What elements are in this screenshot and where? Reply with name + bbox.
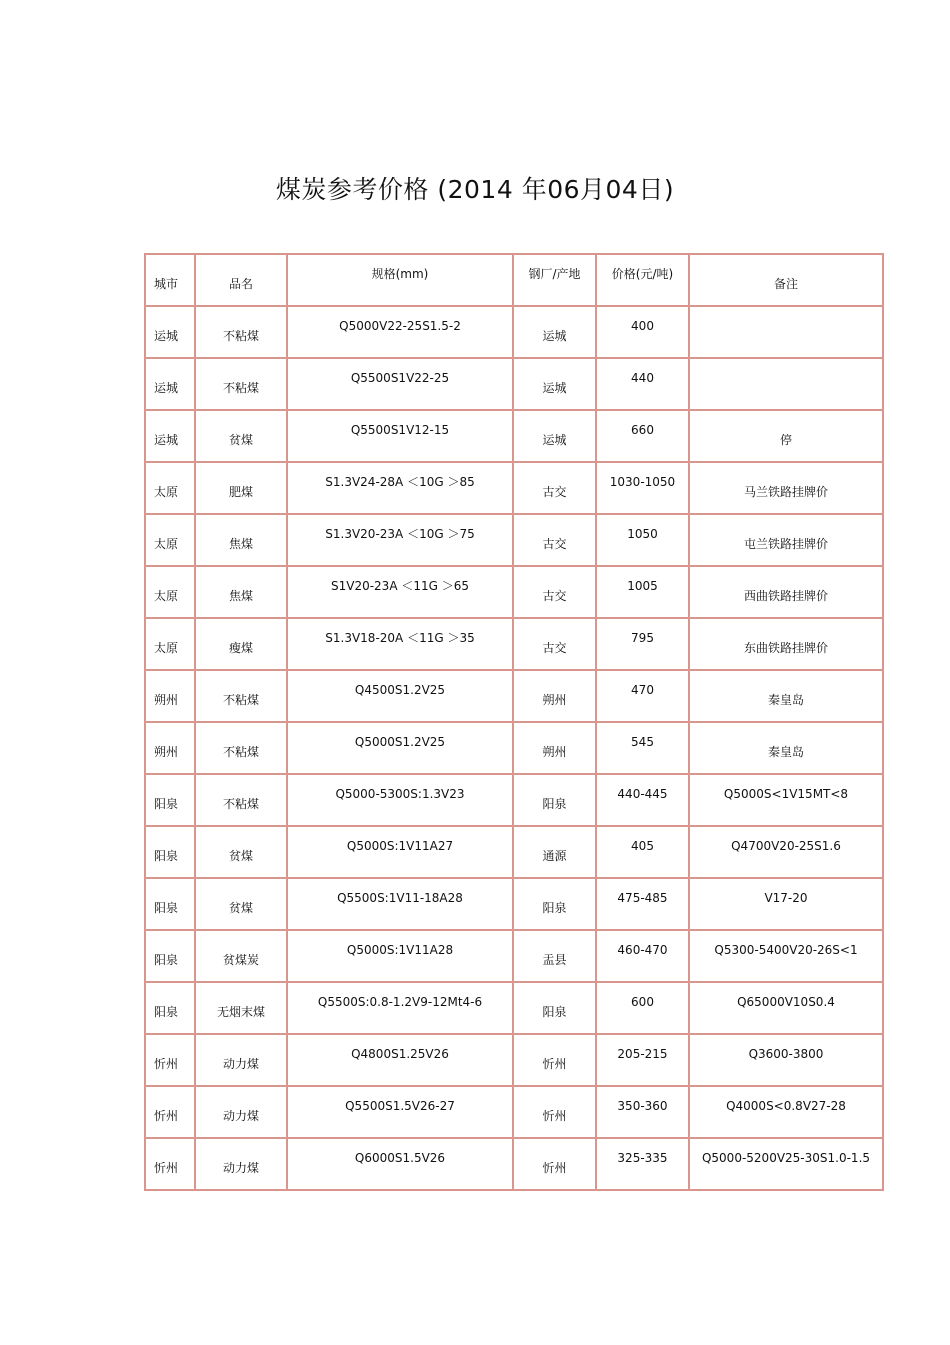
cell-city: 朔州 bbox=[145, 670, 195, 722]
table-header-row bbox=[145, 254, 883, 306]
cell-price: 440-445 bbox=[596, 774, 689, 826]
cell-name: 不粘煤 bbox=[195, 722, 287, 774]
cell-price: 470 bbox=[596, 670, 689, 722]
cell-name: 无烟末煤 bbox=[195, 982, 287, 1034]
cell-spec: Q5500S:1V11-18A28 bbox=[287, 878, 513, 930]
cell-factory: 朔州 bbox=[513, 722, 596, 774]
cell-city: 运城 bbox=[145, 306, 195, 358]
cell-name: 不粘煤 bbox=[195, 670, 287, 722]
cell-price: 405 bbox=[596, 826, 689, 878]
cell-note: 屯兰铁路挂牌价 bbox=[689, 514, 883, 566]
cell-note: Q4000S<0.8V27-28 bbox=[689, 1086, 883, 1138]
cell-city: 阳泉 bbox=[145, 930, 195, 982]
cell-factory: 通源 bbox=[513, 826, 596, 878]
cell-note: 西曲铁路挂牌价 bbox=[689, 566, 883, 618]
cell-note: 东曲铁路挂牌价 bbox=[689, 618, 883, 670]
table-row bbox=[145, 1086, 883, 1138]
header-name: 品名 bbox=[195, 254, 287, 306]
cell-price: 660 bbox=[596, 410, 689, 462]
cell-note: V17-20 bbox=[689, 878, 883, 930]
cell-city: 太原 bbox=[145, 618, 195, 670]
cell-spec: Q5000V22-25S1.5-2 bbox=[287, 306, 513, 358]
cell-name: 贫煤 bbox=[195, 878, 287, 930]
cell-name: 肥煤 bbox=[195, 462, 287, 514]
cell-factory: 古交 bbox=[513, 514, 596, 566]
cell-note: Q4700V20-25S1.6 bbox=[689, 826, 883, 878]
cell-price: 1050 bbox=[596, 514, 689, 566]
cell-spec: Q5500S1V12-15 bbox=[287, 410, 513, 462]
cell-spec: S1V20-23A ＜11G ＞65 bbox=[287, 566, 513, 618]
cell-price: 205-215 bbox=[596, 1034, 689, 1086]
cell-name: 不粘煤 bbox=[195, 358, 287, 410]
cell-price: 545 bbox=[596, 722, 689, 774]
cell-note: Q5000S<1V15MT<8 bbox=[689, 774, 883, 826]
cell-price: 440 bbox=[596, 358, 689, 410]
cell-factory: 阳泉 bbox=[513, 774, 596, 826]
cell-name: 焦煤 bbox=[195, 566, 287, 618]
cell-price: 1005 bbox=[596, 566, 689, 618]
cell-spec: Q5500S1.5V26-27 bbox=[287, 1086, 513, 1138]
coal-price-table bbox=[144, 253, 884, 1191]
cell-name: 不粘煤 bbox=[195, 306, 287, 358]
cell-city: 阳泉 bbox=[145, 826, 195, 878]
cell-note bbox=[689, 306, 883, 358]
cell-city: 太原 bbox=[145, 462, 195, 514]
cell-factory: 盂县 bbox=[513, 930, 596, 982]
table-row bbox=[145, 514, 883, 566]
header-price: 价格(元/吨) bbox=[596, 254, 689, 306]
cell-price: 460-470 bbox=[596, 930, 689, 982]
cell-price: 600 bbox=[596, 982, 689, 1034]
cell-factory: 运城 bbox=[513, 306, 596, 358]
header-factory: 钢厂/产地 bbox=[513, 254, 596, 306]
cell-city: 忻州 bbox=[145, 1138, 195, 1190]
table-row bbox=[145, 670, 883, 722]
cell-spec: Q5000-5300S:1.3V23 bbox=[287, 774, 513, 826]
cell-price: 795 bbox=[596, 618, 689, 670]
table-row bbox=[145, 982, 883, 1034]
cell-spec: Q5000S:1V11A28 bbox=[287, 930, 513, 982]
cell-note: 停 bbox=[689, 410, 883, 462]
table-row bbox=[145, 722, 883, 774]
header-spec: 规格(mm) bbox=[287, 254, 513, 306]
cell-spec: S1.3V20-23A ＜10G ＞75 bbox=[287, 514, 513, 566]
table-row bbox=[145, 1138, 883, 1190]
table-row bbox=[145, 358, 883, 410]
cell-city: 朔州 bbox=[145, 722, 195, 774]
cell-factory: 朔州 bbox=[513, 670, 596, 722]
cell-factory: 古交 bbox=[513, 566, 596, 618]
cell-name: 贫煤炭 bbox=[195, 930, 287, 982]
cell-note bbox=[689, 358, 883, 410]
table-row bbox=[145, 462, 883, 514]
cell-name: 动力煤 bbox=[195, 1034, 287, 1086]
cell-factory: 运城 bbox=[513, 358, 596, 410]
cell-city: 阳泉 bbox=[145, 878, 195, 930]
table-row bbox=[145, 1034, 883, 1086]
cell-price: 350-360 bbox=[596, 1086, 689, 1138]
cell-price: 400 bbox=[596, 306, 689, 358]
cell-name: 瘦煤 bbox=[195, 618, 287, 670]
table-row bbox=[145, 618, 883, 670]
table-row bbox=[145, 878, 883, 930]
cell-note: Q3600-3800 bbox=[689, 1034, 883, 1086]
cell-factory: 古交 bbox=[513, 462, 596, 514]
cell-factory: 忻州 bbox=[513, 1034, 596, 1086]
cell-city: 太原 bbox=[145, 566, 195, 618]
cell-city: 阳泉 bbox=[145, 982, 195, 1034]
page-title: 煤炭参考价格 (2014 年06月04日) bbox=[275, 175, 675, 204]
cell-name: 贫煤 bbox=[195, 410, 287, 462]
cell-factory: 忻州 bbox=[513, 1086, 596, 1138]
header-note: 备注 bbox=[689, 254, 883, 306]
table-row bbox=[145, 566, 883, 618]
cell-city: 忻州 bbox=[145, 1034, 195, 1086]
cell-spec: Q4500S1.2V25 bbox=[287, 670, 513, 722]
table-row bbox=[145, 410, 883, 462]
cell-name: 动力煤 bbox=[195, 1138, 287, 1190]
cell-factory: 运城 bbox=[513, 410, 596, 462]
cell-spec: Q6000S1.5V26 bbox=[287, 1138, 513, 1190]
cell-city: 运城 bbox=[145, 410, 195, 462]
cell-spec: Q5500S1V22-25 bbox=[287, 358, 513, 410]
cell-note: 马兰铁路挂牌价 bbox=[689, 462, 883, 514]
table-row bbox=[145, 306, 883, 358]
cell-factory: 阳泉 bbox=[513, 878, 596, 930]
cell-price: 325-335 bbox=[596, 1138, 689, 1190]
cell-factory: 忻州 bbox=[513, 1138, 596, 1190]
cell-name: 不粘煤 bbox=[195, 774, 287, 826]
cell-note: Q65000V10S0.4 bbox=[689, 982, 883, 1034]
table-row bbox=[145, 826, 883, 878]
cell-note: Q5000-5200V25-30S1.0-1.5 bbox=[689, 1138, 883, 1190]
cell-spec: Q5000S1.2V25 bbox=[287, 722, 513, 774]
table-row bbox=[145, 930, 883, 982]
cell-price: 475-485 bbox=[596, 878, 689, 930]
cell-note: Q5300-5400V20-26S<1 bbox=[689, 930, 883, 982]
cell-city: 太原 bbox=[145, 514, 195, 566]
cell-spec: S1.3V18-20A ＜11G ＞35 bbox=[287, 618, 513, 670]
cell-name: 动力煤 bbox=[195, 1086, 287, 1138]
cell-note: 秦皇岛 bbox=[689, 722, 883, 774]
cell-name: 焦煤 bbox=[195, 514, 287, 566]
cell-spec: Q4800S1.25V26 bbox=[287, 1034, 513, 1086]
cell-spec: S1.3V24-28A ＜10G ＞85 bbox=[287, 462, 513, 514]
table-row bbox=[145, 774, 883, 826]
cell-name: 贫煤 bbox=[195, 826, 287, 878]
cell-spec: Q5000S:1V11A27 bbox=[287, 826, 513, 878]
cell-factory: 古交 bbox=[513, 618, 596, 670]
cell-city: 阳泉 bbox=[145, 774, 195, 826]
cell-city: 忻州 bbox=[145, 1086, 195, 1138]
cell-spec: Q5500S:0.8-1.2V9-12Mt4-6 bbox=[287, 982, 513, 1034]
cell-price: 1030-1050 bbox=[596, 462, 689, 514]
header-city: 城市 bbox=[145, 254, 195, 306]
cell-note: 秦皇岛 bbox=[689, 670, 883, 722]
cell-city: 运城 bbox=[145, 358, 195, 410]
cell-factory: 阳泉 bbox=[513, 982, 596, 1034]
